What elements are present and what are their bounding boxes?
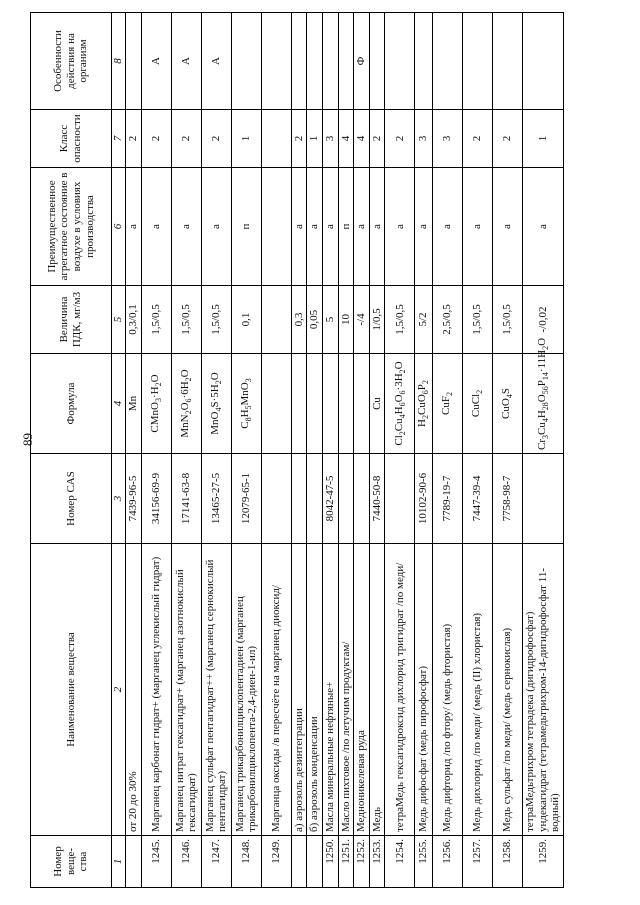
header-class: Класс опасности xyxy=(31,110,112,168)
header-state: Преимущественное агрегатное состояние в воздухе в условиях производства xyxy=(31,168,112,286)
cell-pdk: 1,5/0,5 xyxy=(492,286,522,354)
cell-class: 1 xyxy=(231,110,261,168)
cell-formula xyxy=(354,354,370,454)
cell-cas: 7758-98-7 xyxy=(492,454,522,544)
cell-state: а xyxy=(322,168,338,286)
cell-pdk: 1,5/0,5 xyxy=(201,286,231,354)
cell-state: а xyxy=(522,168,563,286)
cell-pdk: 0,3/0,1 xyxy=(126,286,142,354)
table-row xyxy=(522,13,563,888)
cell-effect xyxy=(415,13,432,110)
cell-formula: $MnO_4S\cdot 5H_2O$ xyxy=(201,354,231,454)
table-row xyxy=(369,13,385,888)
cell-state: п xyxy=(338,168,354,286)
header-pdk: Величина ПДК, мг/м3 xyxy=(31,286,112,354)
cell-state: а xyxy=(171,168,201,286)
col-index: 3 xyxy=(112,454,126,544)
cell-class: 3 xyxy=(432,110,462,168)
cell-effect: А xyxy=(201,13,231,110)
column-index-row xyxy=(112,13,126,888)
table-row xyxy=(126,13,142,888)
cell-cas xyxy=(354,454,370,544)
cell-name: Масла минеральные нефтяные+ xyxy=(322,544,338,836)
cell-class: 2 xyxy=(291,110,307,168)
cell-cas: 7439-96-5 xyxy=(126,454,142,544)
cell-pdk: 1,5/0,5 xyxy=(462,286,492,354)
cell-cas: 8042-47-5 xyxy=(322,454,338,544)
cell-state: а xyxy=(126,168,142,286)
cell-name: Масло пихтовое /по летучим продуктам/ xyxy=(338,544,354,836)
cell-cas: 12079-65-1 xyxy=(231,454,261,544)
table-row xyxy=(141,13,171,888)
cell-num: 1253. xyxy=(369,836,385,888)
cell-formula: $Cl_2Cu_4H_6O_6\cdot 3H_2O$ xyxy=(385,354,415,454)
cell-effect xyxy=(126,13,142,110)
cell-num: 1251. xyxy=(338,836,354,888)
cell-class: 2 xyxy=(462,110,492,168)
cell-effect xyxy=(322,13,338,110)
cell-state xyxy=(261,168,291,286)
cell-name: Медь дифосфат (медь пирофосфат) xyxy=(415,544,432,836)
cell-state: а xyxy=(291,168,307,286)
cell-cas: 7789-19-7 xyxy=(432,454,462,544)
cell-name: Марганец карбонат гидрат+ (марганец углекислый гидрат) xyxy=(141,544,171,836)
cell-cas xyxy=(522,454,563,544)
col-index: 2 xyxy=(112,544,126,836)
cell-formula: Cu xyxy=(369,354,385,454)
table-row xyxy=(354,13,370,888)
cell-formula xyxy=(322,354,338,454)
col-index: 7 xyxy=(112,110,126,168)
cell-pdk: 0,05 xyxy=(307,286,323,354)
header-effect: Особенности действия на организм xyxy=(31,13,112,110)
cell-pdk xyxy=(261,286,291,354)
cell-effect xyxy=(462,13,492,110)
cell-num: 1255. xyxy=(415,836,432,888)
cell-class xyxy=(261,110,291,168)
cell-formula xyxy=(307,354,323,454)
cell-name: Медь сульфат /по меди/ (медь сернокислая) xyxy=(492,544,522,836)
table-row xyxy=(338,13,354,888)
cell-num: 1259. xyxy=(522,836,563,888)
cell-effect: Ф xyxy=(354,13,370,110)
table-row xyxy=(231,13,261,888)
cell-pdk: 0,1 xyxy=(231,286,261,354)
cell-name: а) аэрозоль дезинтеграции xyxy=(291,544,307,836)
cell-cas: 7447-39-4 xyxy=(462,454,492,544)
cell-effect xyxy=(432,13,462,110)
cell-num: 1248. xyxy=(231,836,261,888)
table-row xyxy=(432,13,462,888)
cell-state: а xyxy=(307,168,323,286)
cell-formula xyxy=(261,354,291,454)
cell-num: 1252. xyxy=(354,836,370,888)
cell-cas xyxy=(291,454,307,544)
cell-effect xyxy=(231,13,261,110)
cell-name: Медь дихлорид /по меди/ (медь (II) хлористая) xyxy=(462,544,492,836)
cell-name: от 20 до 30% xyxy=(126,544,142,836)
cell-formula: $H_2CuO_6P_2$ xyxy=(415,354,432,454)
substances-table xyxy=(30,12,564,888)
cell-name: Медь дифторид /по фтору/ (медь фтористая) xyxy=(432,544,462,836)
cell-class: 3 xyxy=(322,110,338,168)
cell-effect xyxy=(385,13,415,110)
cell-pdk: 0,3 xyxy=(291,286,307,354)
table-row xyxy=(385,13,415,888)
cell-state: а xyxy=(462,168,492,286)
cell-formula xyxy=(291,354,307,454)
col-index: 6 xyxy=(112,168,126,286)
header-number: Номер веще-ства xyxy=(31,836,112,888)
col-index: 5 xyxy=(112,286,126,354)
cell-state: а xyxy=(354,168,370,286)
cell-cas: 10102-90-6 xyxy=(415,454,432,544)
cell-pdk: 1,5/0,5 xyxy=(171,286,201,354)
rotated-page-content xyxy=(30,13,630,888)
cell-pdk: 2,5/0,5 xyxy=(432,286,462,354)
table-row xyxy=(492,13,522,888)
cell-name: Марганец сульфат пентагидрат++ (марганец сернокислый пентагидрат) xyxy=(201,544,231,836)
cell-state: п xyxy=(231,168,261,286)
cell-formula: CuCl$_2$ xyxy=(462,354,492,454)
cell-effect xyxy=(261,13,291,110)
cell-num xyxy=(126,836,142,888)
cell-cas: 17141-63-8 xyxy=(171,454,201,544)
cell-pdk: 1,5/0,5 xyxy=(141,286,171,354)
cell-pdk: -/4 xyxy=(354,286,370,354)
cell-cas xyxy=(307,454,323,544)
cell-effect xyxy=(492,13,522,110)
cell-num: 1247. xyxy=(201,836,231,888)
cell-num: 1257. xyxy=(462,836,492,888)
table-body xyxy=(126,13,564,888)
col-index: 1 xyxy=(112,836,126,888)
cell-num: 1256. xyxy=(432,836,462,888)
cell-name: тетраМедьтрихром тетрадека (дигидрофосфат) ундекагидрат (тетрамедьтрихром-14-дигидрофосфат 11-водный) xyxy=(522,544,563,836)
cell-effect: А xyxy=(171,13,201,110)
cell-cas: 7440-50-8 xyxy=(369,454,385,544)
cell-state: а xyxy=(432,168,462,286)
page-number: 89 xyxy=(20,433,35,446)
cell-pdk: 1/0,5 xyxy=(369,286,385,354)
cell-formula: Mn xyxy=(126,354,142,454)
cell-class: 2 xyxy=(369,110,385,168)
table-row xyxy=(307,13,323,888)
cell-name: б) аэрозоль конденсации xyxy=(307,544,323,836)
cell-effect xyxy=(291,13,307,110)
cell-num: 1246. xyxy=(171,836,201,888)
header-cas: Номер CAS xyxy=(31,454,112,544)
cell-formula xyxy=(338,354,354,454)
cell-pdk: 5 xyxy=(322,286,338,354)
cell-cas xyxy=(338,454,354,544)
cell-pdk: 10 xyxy=(338,286,354,354)
cell-num xyxy=(307,836,323,888)
cell-class: 4 xyxy=(338,110,354,168)
cell-class: 2 xyxy=(171,110,201,168)
table-row xyxy=(322,13,338,888)
cell-class: 1 xyxy=(522,110,563,168)
cell-formula: CuO$_4$S xyxy=(492,354,522,454)
cell-num: 1258. xyxy=(492,836,522,888)
cell-class: 1 xyxy=(307,110,323,168)
cell-class: 4 xyxy=(354,110,370,168)
cell-name: Медноникелевая руда xyxy=(354,544,370,836)
cell-formula: $CMnO_3\cdot H_2O$ xyxy=(141,354,171,454)
cell-cas xyxy=(261,454,291,544)
table-row xyxy=(415,13,432,888)
cell-class: 2 xyxy=(385,110,415,168)
cell-num: 1250. xyxy=(322,836,338,888)
cell-cas: 13465-27-5 xyxy=(201,454,231,544)
cell-effect xyxy=(338,13,354,110)
cell-num: 1245. xyxy=(141,836,171,888)
col-index: 8 xyxy=(112,13,126,110)
cell-class: 2 xyxy=(141,110,171,168)
cell-formula: $MnN_2O_6\cdot 6H_2O$ xyxy=(171,354,201,454)
col-index: 4 xyxy=(112,354,126,454)
cell-class: 2 xyxy=(492,110,522,168)
cell-effect xyxy=(522,13,563,110)
cell-state: а xyxy=(201,168,231,286)
cell-formula: $C_8H_5MnO_3$ xyxy=(231,354,261,454)
cell-num: 1249. xyxy=(261,836,291,888)
cell-formula: $Cr_3Cu_4H_{28}O_{56}P_{14}\cdot 11H_2O$ xyxy=(522,354,563,454)
cell-num: 1254. xyxy=(385,836,415,888)
cell-name: тетраМедь гексагидроксид дихлорид тригидрат /по меди/ xyxy=(385,544,415,836)
cell-name: Марганец трикарбонилциклопентадиен (марганец трикарбонилциклопента-2,4-диен-1-ил) xyxy=(231,544,261,836)
cell-cas: 34156-69-9 xyxy=(141,454,171,544)
cell-class: 2 xyxy=(201,110,231,168)
cell-pdk: 1,5/0,5 xyxy=(385,286,415,354)
cell-effect xyxy=(307,13,323,110)
table-row xyxy=(462,13,492,888)
table-row xyxy=(171,13,201,888)
cell-effect: А xyxy=(141,13,171,110)
header-row xyxy=(31,13,112,888)
table-row xyxy=(291,13,307,888)
cell-state: а xyxy=(415,168,432,286)
table-row xyxy=(261,13,291,888)
cell-num xyxy=(291,836,307,888)
cell-class: 2 xyxy=(126,110,142,168)
cell-state: а xyxy=(385,168,415,286)
header-formula: Формула xyxy=(31,354,112,454)
cell-state: а xyxy=(141,168,171,286)
cell-class: 3 xyxy=(415,110,432,168)
cell-formula: CuF$_2$ xyxy=(432,354,462,454)
header-name: Наименование вещества xyxy=(31,544,112,836)
cell-state: а xyxy=(369,168,385,286)
cell-name: Марганца оксиды /в пересчёте на марганец диоксид/ xyxy=(261,544,291,836)
cell-cas xyxy=(385,454,415,544)
cell-state: а xyxy=(492,168,522,286)
cell-name: Марганец нитрат гексагидрат+ (марганец азотнокислый гексагидрат) xyxy=(171,544,201,836)
cell-effect xyxy=(369,13,385,110)
cell-name: Медь xyxy=(369,544,385,836)
table-row xyxy=(201,13,231,888)
cell-pdk: -/0,02 xyxy=(522,286,563,354)
cell-pdk: 5/2 xyxy=(415,286,432,354)
